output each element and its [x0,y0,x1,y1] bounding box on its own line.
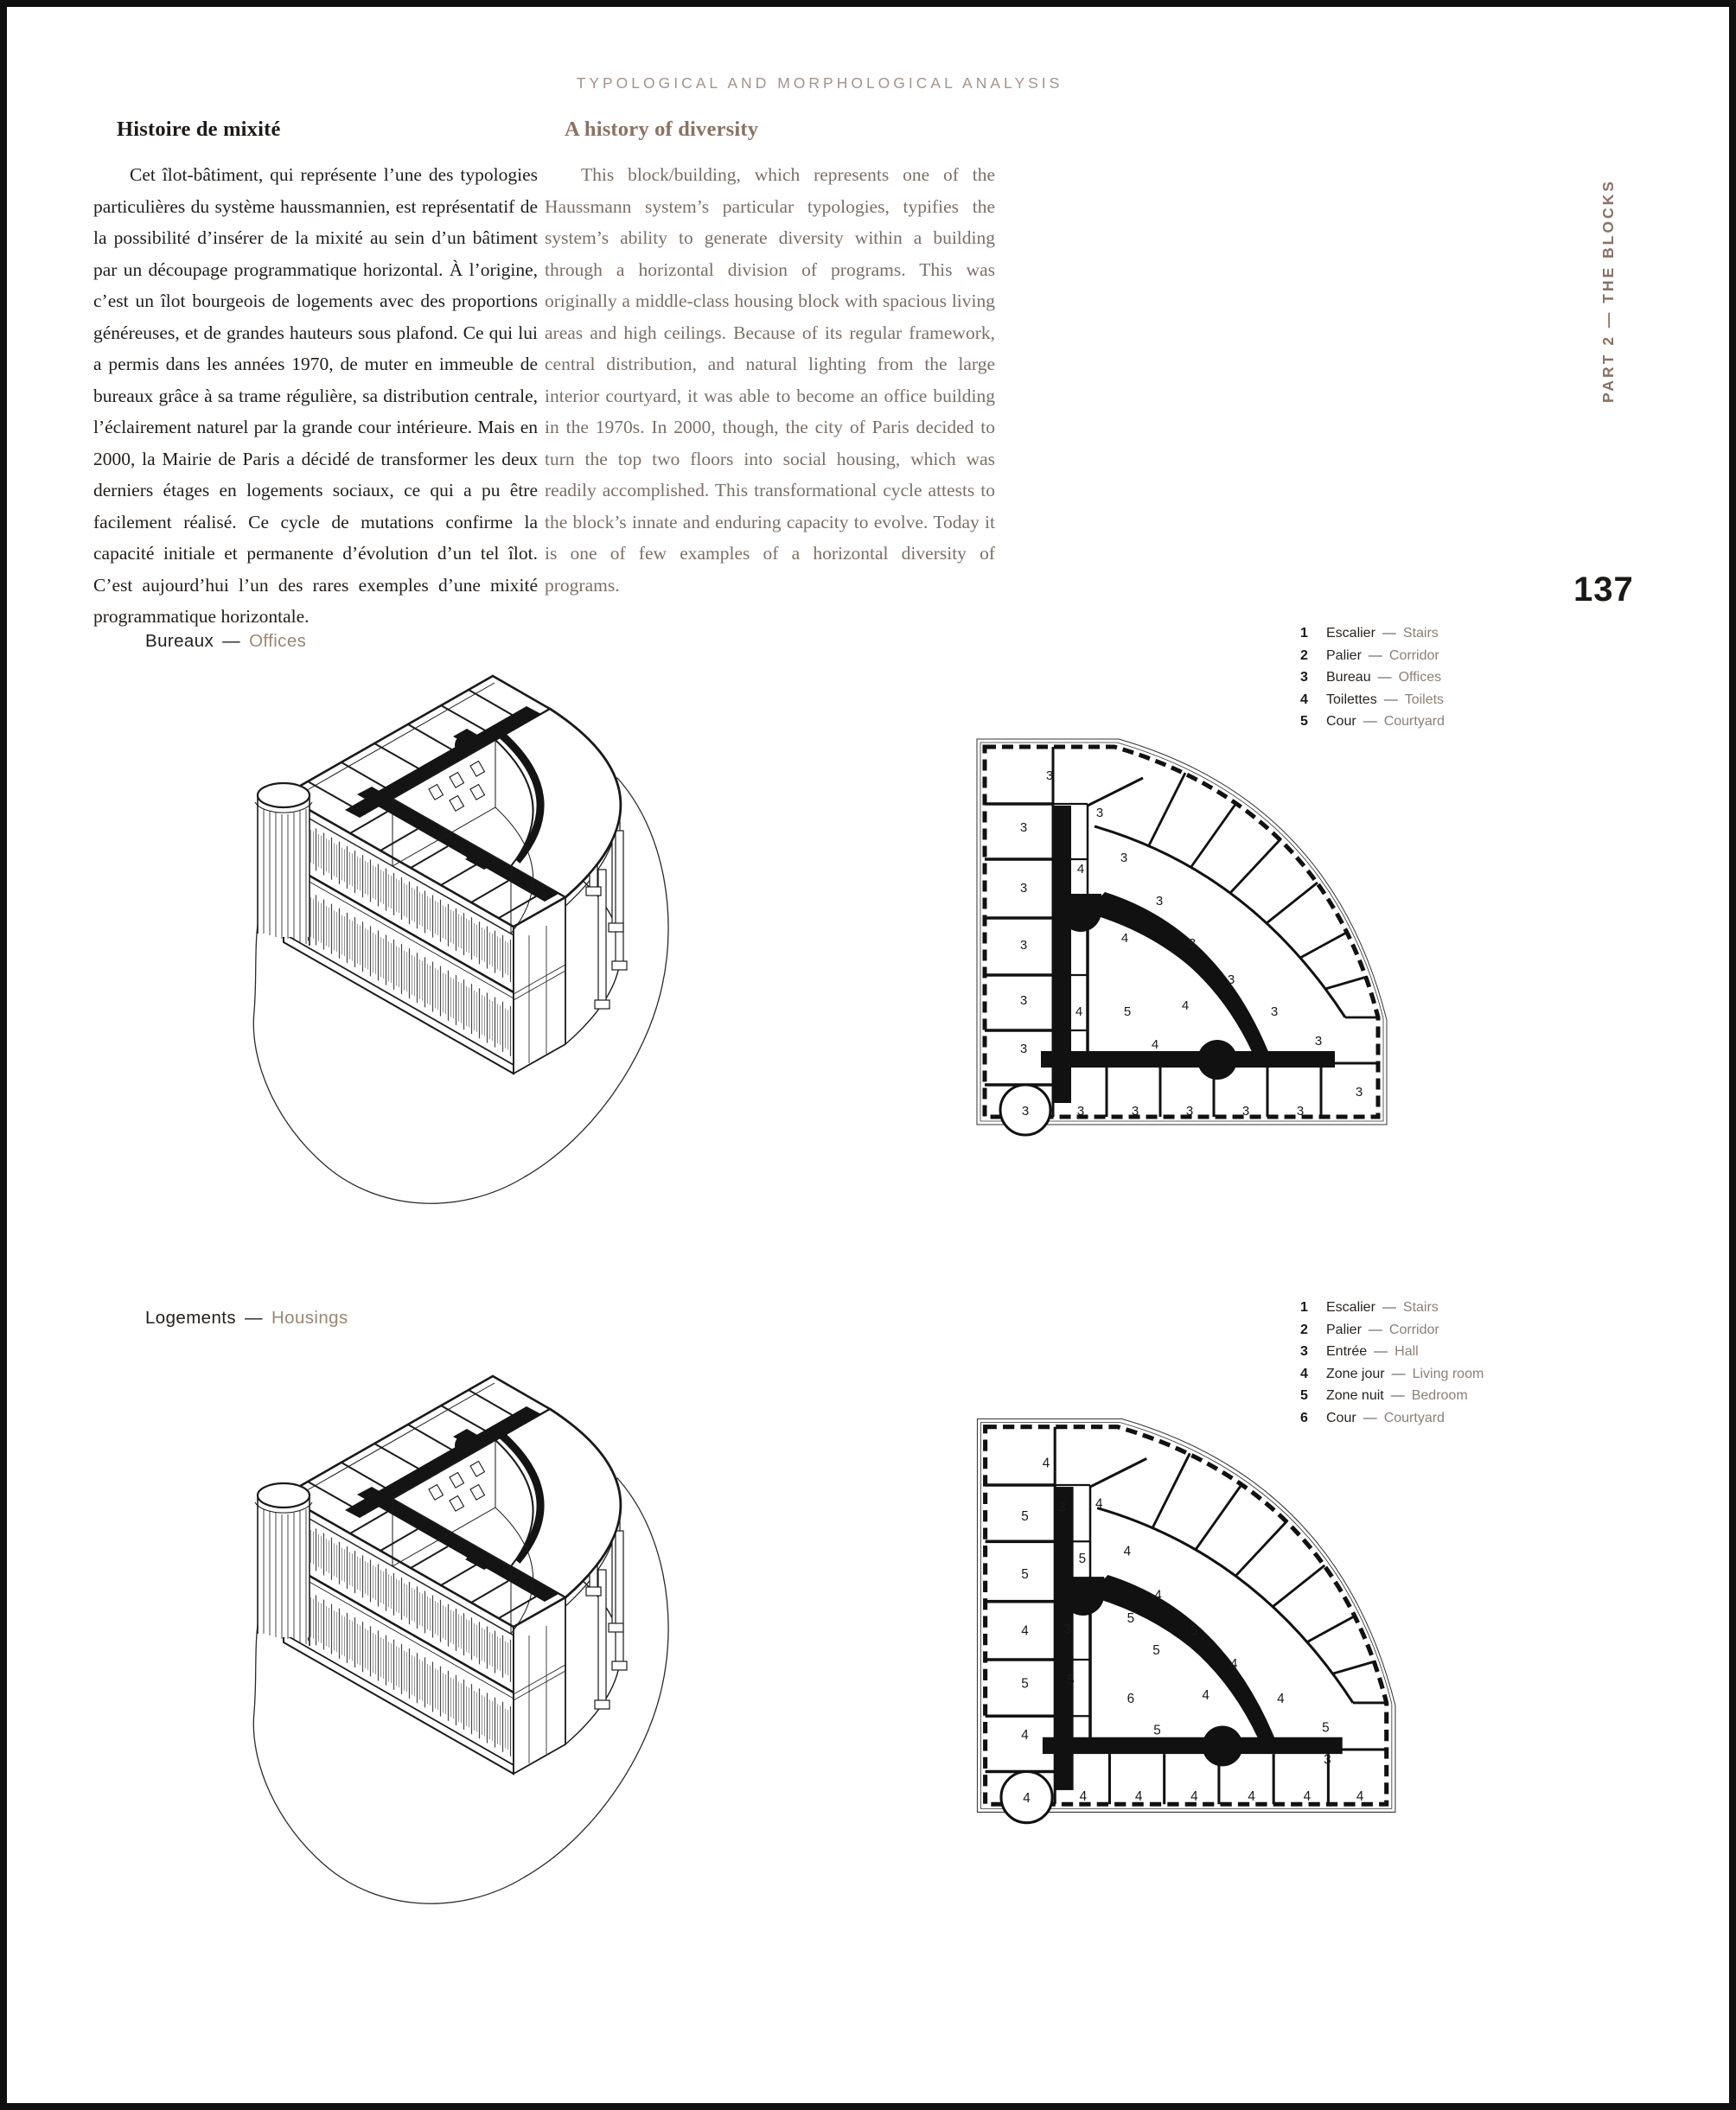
room-number-label: 4 [1021,1727,1029,1743]
legend-lfr: Toilettes [1326,692,1377,707]
room-number-label: 3 [1019,993,1028,1008]
room-number-label: 3 [1019,938,1028,953]
legend-lnum: 5 [1300,1388,1308,1403]
legend-ldash: — [1363,714,1377,729]
room-number-label: 5 [1152,1642,1160,1658]
room-number-label: 4 [1123,1544,1132,1559]
legend-ldash: — [1368,1322,1382,1337]
legend-len: Stairs [1402,1300,1439,1315]
room-number-label: 3 [1019,881,1028,896]
figure-housings-label [145,1308,348,1329]
room-number-label: 3 [1058,1500,1066,1515]
legend-ldash: — [1374,1344,1388,1359]
page-number: 137 [1573,571,1634,609]
legend-ldash: — [1382,1300,1396,1315]
legend-lfr: Escalier [1326,626,1375,641]
legend-len: Stairs [1402,626,1439,641]
room-number-label: 4 [1134,1789,1143,1805]
legend-len: Courtyard [1383,714,1445,729]
room-number-label: 4 [1021,1623,1029,1639]
legend-len: Bedroom [1411,1388,1468,1403]
room-number-label: 3 [1314,1034,1323,1049]
legend-row [1300,670,1445,692]
figure-offices-label-en: Offices [249,631,307,651]
legend-lnum: 3 [1300,670,1308,685]
room-number-label: 5 [1123,1004,1132,1019]
room-number-label: 4 [1190,1789,1198,1805]
legend-lfr: Escalier [1326,1300,1375,1315]
dash-separator: — [222,631,241,651]
legend-lfr: Palier [1326,1322,1362,1337]
legend-ldash: — [1390,1388,1405,1403]
english-heading: A history of diversity [565,118,759,141]
legend-lfr: Palier [1326,647,1362,663]
room-number-label: 3 [1095,806,1104,820]
legend-row [1300,1367,1484,1389]
room-number-label: 5 [1021,1567,1029,1583]
room-number-label: 5 [1153,1723,1161,1738]
legend-lnum: 2 [1300,647,1308,663]
room-number-label: 4 [1202,1687,1209,1703]
legend-row [1300,1344,1484,1367]
legend-lnum: 5 [1300,714,1308,729]
room-number-label: 4 [1151,1037,1159,1052]
legend-ldash: — [1377,670,1392,685]
legend-ldash: — [1391,1366,1406,1381]
room-number-label: 3 [1045,768,1054,783]
room-number-label: 4 [1079,1789,1088,1805]
room-number-label: 5 [1067,1673,1075,1688]
floor-plan-housings [958,1400,1399,1833]
room-number-label: 4 [1248,1789,1255,1805]
legend-lnum: 1 [1300,1300,1308,1315]
legend-row [1300,1300,1484,1323]
legend-row [1300,626,1445,648]
room-number-label: 3 [1241,1104,1250,1119]
legend-lnum: 6 [1300,1410,1308,1425]
legend-lfr: Bureau [1326,670,1371,685]
room-number-label: 3 [1131,1104,1139,1119]
figure-housings-label-fr: Logements [145,1308,237,1328]
room-number-label: 3 [1188,936,1197,951]
part-sidebar-label: PART 2 — THE BLOCKS [1599,179,1617,403]
room-number-label: 4 [1154,1588,1162,1603]
legend-len: Toilets [1404,692,1445,707]
room-number-label: 6 [1126,1691,1135,1706]
legend-len: Living room [1412,1366,1484,1381]
room-number-label: 4 [1356,1789,1364,1805]
legend-len: Corridor [1388,647,1439,663]
room-number-label: 3 [1270,1004,1279,1019]
legend-lfr: Cour [1326,714,1356,729]
legend-lnum: 3 [1300,1344,1308,1359]
room-number-label: 4 [1230,1657,1238,1673]
room-number-label: 4 [1120,931,1129,946]
room-number-label: 3 [1185,1104,1194,1119]
legend-len: Offices [1398,670,1442,685]
legend-ldash: — [1382,626,1396,641]
room-number-label: 3 [1324,1752,1331,1768]
legend-row [1300,1323,1484,1345]
room-number-label: 3 [1021,1104,1030,1119]
dash-separator: — [245,1308,263,1328]
figure-housings-label-en: Housings [271,1308,348,1328]
legend-lnum: 1 [1300,626,1308,641]
room-number-label: 5 [1021,1676,1029,1692]
english-paragraph: This block/building, which represents one of the Haussmann system’s particular typologies, typifies the system’s ability to generate diversity within a building through a horizontal division of programs. This was originally a middle-class housing block with spacious living areas and high ceilings. Because of its regular framework, central distribution, and natural lighting from the large interior courtyard, it was able to become an office building in the 1970s. In 2000, though, the city of Paris decided to turn the top two floors into social housing, which was readily accomplished. This transformational cycle attests to the block’s innate and enduring capacity to evolve. Today it is one of few examples of a horizontal diversity of programs. [545,164,995,596]
room-number-label: 3 [1155,894,1164,908]
room-number-label: 3 [1227,972,1235,987]
room-number-label: 4 [1042,1456,1050,1471]
room-number-label: 4 [1095,1496,1103,1512]
room-number-label: 3 [1019,1042,1028,1056]
legend-len: Courtyard [1383,1410,1445,1425]
room-number-label: 5 [1322,1720,1330,1736]
room-number-label: 4 [1023,1791,1031,1807]
room-number-label: 4 [1277,1691,1285,1706]
floor-plan-offices [958,721,1390,1144]
legend-lfr: Zone jour [1326,1366,1385,1381]
room-number-label: 3 [1296,1104,1305,1119]
legend-ldash: — [1368,647,1382,663]
room-number-label: 3 [1063,1622,1071,1637]
legend-lnum: 2 [1300,1322,1308,1337]
room-number-label: 4 [1076,862,1085,877]
room-number-label: 4 [1181,998,1190,1013]
room-number-label: 4 [1303,1789,1312,1805]
legend-lnum: 4 [1300,1366,1308,1381]
legend-ldash: — [1363,1410,1377,1425]
legend-row [1300,648,1445,671]
legend-lfr: Cour [1326,1410,1356,1425]
legend-lfr: Zone nuit [1326,1388,1384,1403]
figure-offices-label-fr: Bureaux [145,631,214,651]
room-number-label: 3 [1355,1085,1363,1100]
french-heading: Histoire de mixité [117,118,281,141]
room-number-label: 5 [1190,1623,1198,1639]
french-paragraph: Cet îlot-bâtiment, qui représente l’une des typologies particulières du système haussmannien, est représentatif de la possibilité d’insérer de la mixité au sein d’un bâtiment par un découpage programmatique horizontal. À l’origine, c’est un îlot bourgeois de logements avec des proportions généreuses, et de grandes hauteurs sous plafond. Ce qui lui a permis dans les années 1970, de muter en immeuble de bureaux grâce à sa trame régulière, sa distribution centrale, l’éclairement naturel par la grande cour intérieure. Mais en 2000, la Mairie de Paris a décidé de transformer les deux derniers étages en logements sociaux, ce qui a pu être facilement réalisé. Ce cycle de mutations confirme la capacité initiale et permanente d’évolution d’un tel îlot. C’est aujourd’hui l’un des rares exemples d’une mixité programmatique horizontale. [93,164,538,627]
legend-row [1300,692,1445,715]
axonometric-drawing-housings [180,1348,742,1945]
room-number-label: 5 [1021,1508,1029,1524]
room-number-label: 4 [1075,1004,1083,1019]
running-header: TYPOLOGICAL AND MORPHOLOGICAL ANALYSIS [576,74,1063,92]
legend-len: Hall [1395,1344,1419,1359]
legend-offices [1300,626,1445,736]
room-number-label: 3 [1076,1104,1085,1119]
room-number-label: 5 [1126,1611,1135,1627]
legend-len: Corridor [1388,1322,1439,1337]
room-number-label: 5 [1078,1551,1087,1566]
legend-ldash: — [1383,692,1398,707]
legend-lnum: 4 [1300,692,1308,707]
room-number-label: 3 [1120,851,1128,865]
room-number-label: 3 [1019,820,1028,835]
legend-lfr: Entrée [1326,1344,1368,1359]
axonometric-drawing-offices [180,648,742,1245]
